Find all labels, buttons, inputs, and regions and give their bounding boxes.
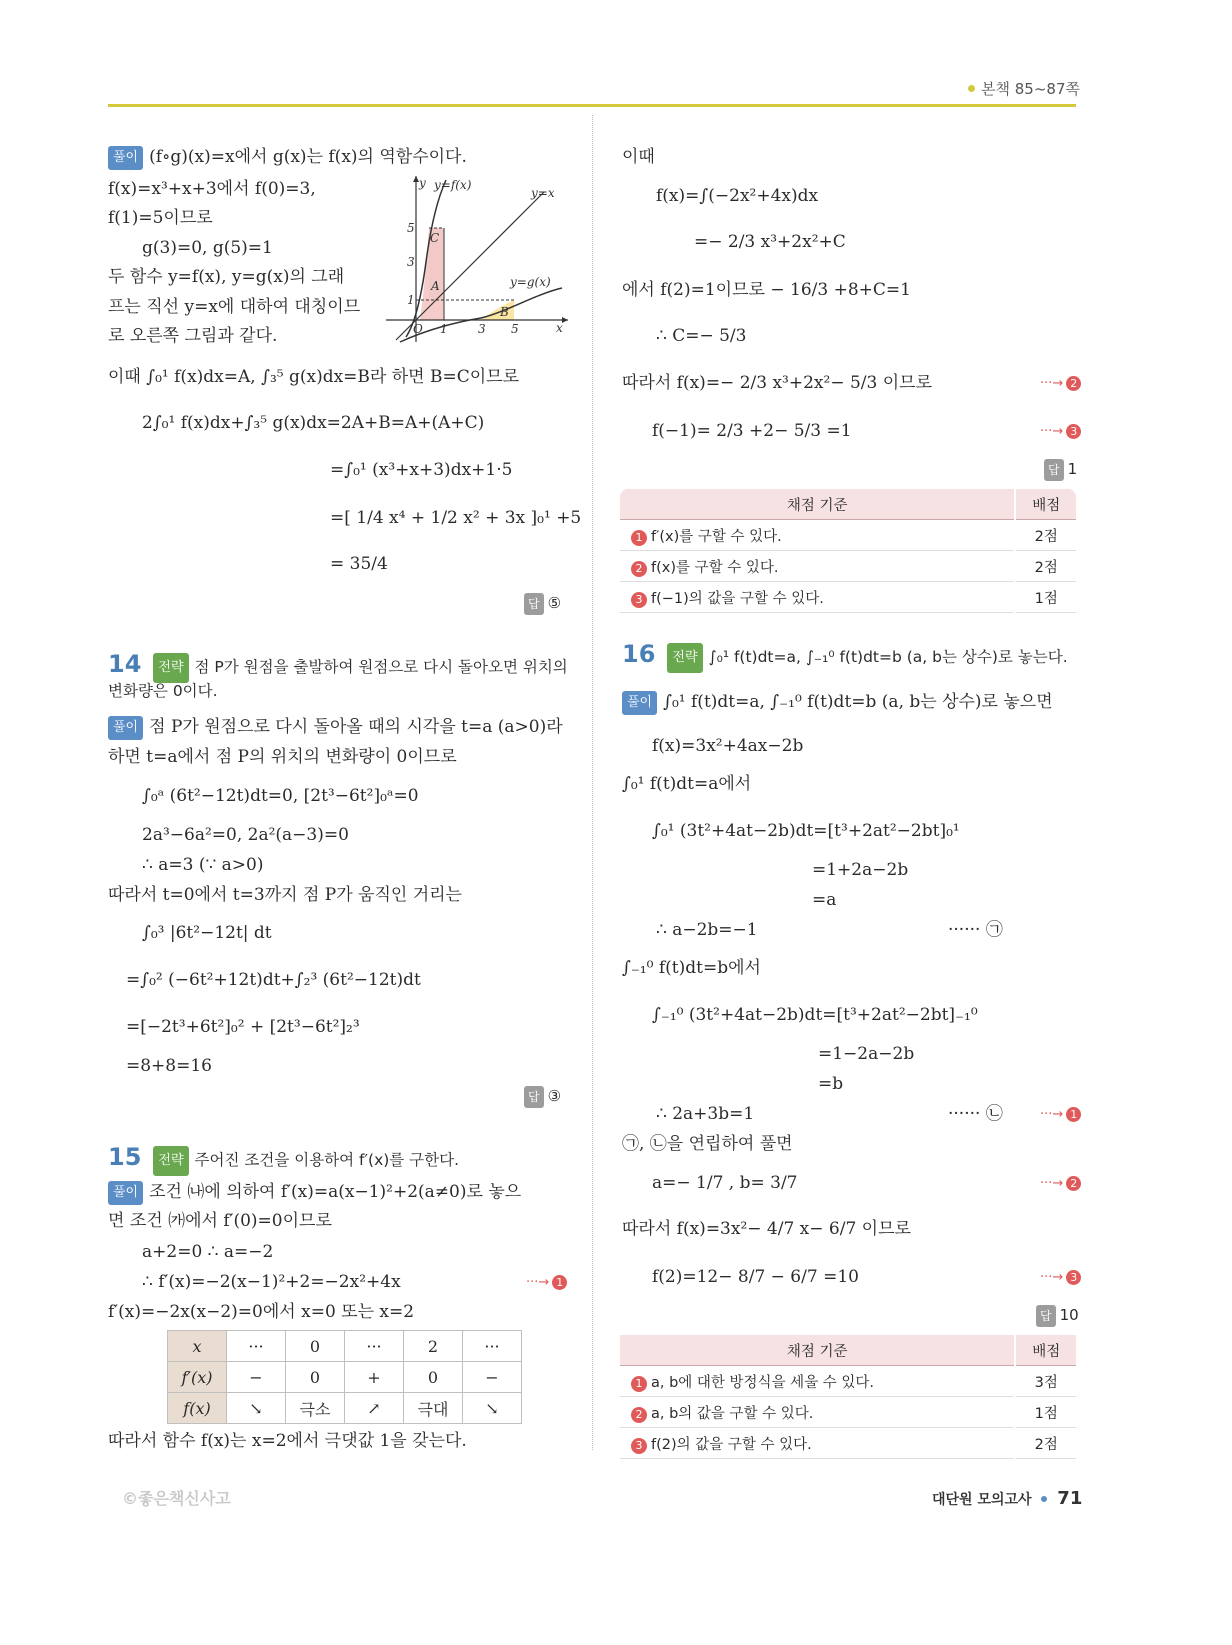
- answer: 답 10: [1036, 1304, 1079, 1327]
- table-row: x ··· 0 ··· 2 ···: [168, 1331, 522, 1362]
- answer: 답 ③: [524, 1085, 561, 1108]
- tick-y-5: 5: [407, 221, 415, 235]
- table-row: 2 a, b의 값을 구할 수 있다. 1점: [620, 1397, 1076, 1428]
- bullet-dot-icon: [1041, 1496, 1047, 1502]
- score-mark-2: ···→ 2: [1040, 1173, 1081, 1195]
- text-line: ∴ a=3 (∵ a>0): [142, 855, 264, 875]
- tick-x-3: 3: [478, 322, 486, 336]
- text-line: g(3)=0, g(5)=1: [142, 238, 273, 258]
- table-row: 3 f(−1)의 값을 구할 수 있다. 1점: [620, 582, 1076, 613]
- tick-y-3: 3: [407, 255, 415, 269]
- strategy-line: 변화량은 0이다.: [108, 682, 218, 700]
- text-line: 이때: [622, 147, 655, 167]
- text-line: ∫₀¹ f(t)dt=a에서: [622, 774, 752, 794]
- text-line: f′(x)=−2x(x−2)=0에서 x=0 또는 x=2: [108, 1302, 415, 1322]
- score-mark-1: ···→ 1: [526, 1272, 567, 1294]
- text-line: 따라서 함수 f(x)는 x=2에서 극댓값 1을 갖는다.: [108, 1431, 467, 1451]
- axis-label-x: x: [556, 321, 563, 335]
- region-label-c: C: [430, 231, 440, 245]
- problem-15-header: 15 전략 주어진 조건을 이용하여 f′(x)를 구한다.: [108, 1143, 459, 1176]
- table-row: f(x) ↘ 극소 ↗ 극대 ↘: [168, 1393, 522, 1424]
- label-fx: y=f(x): [434, 178, 472, 192]
- text-line: 따라서 f(x)=− 2/3 x³+2x²− 5/3 이므로: [622, 373, 933, 393]
- header-ref: 본책 85~87쪽: [968, 78, 1080, 99]
- text-line: 이때 ∫₀¹ f(x)dx=A, ∫₃⁵ g(x)dx=B라 하면 B=C이므로: [108, 367, 519, 387]
- label-yx: y=x: [531, 186, 555, 200]
- bullet-dot-icon: [968, 85, 975, 92]
- text-line: a+2=0 ∴ a=−2: [142, 1242, 274, 1262]
- text-line: 풀이 ∫₀¹ f(t)dt=a, ∫₋₁⁰ f(t)dt=b (a, b는 상수)로 놓으면: [622, 691, 1053, 715]
- text-line: =a: [812, 890, 837, 910]
- text-line: f(x)=x³+x+3에서 f(0)=3,: [108, 179, 316, 199]
- text-line: ∫₀ᵃ (6t²−12t)dt=0, [2t³−6t²]₀ᵃ=0: [142, 786, 419, 806]
- text-line: 따라서 t=0에서 t=3까지 점 P가 움직인 거리는: [108, 885, 462, 905]
- tick-y-1: 1: [407, 293, 415, 307]
- text-line: =1−2a−2b: [818, 1044, 915, 1064]
- inverse-function-graph: [386, 172, 576, 344]
- text-line: 풀이 조건 ㈏에 의하여 f′(x)=a(x−1)²+2(a≠0)로 놓으: [108, 1181, 521, 1205]
- text-line: 로 오른쪽 그림과 같다.: [108, 326, 278, 346]
- text-line: ∴ 2a+3b=1: [656, 1104, 755, 1124]
- table-row: 2 f(x)를 구할 수 있다. 2점: [620, 551, 1076, 582]
- text-line: 프는 직선 y=x에 대하여 대칭이므: [108, 297, 361, 317]
- text-line: ∫₀³ |6t²−12t| dt: [142, 923, 272, 943]
- text-line: ∴ a−2b=−1: [656, 920, 758, 940]
- text-line: f(x)=∫(−2x²+4x)dx: [656, 186, 819, 206]
- text-line: f(−1)= 2/3 +2− 5/3 =1: [652, 421, 852, 441]
- table-row: 1 a, b에 대한 방정식을 세울 수 있다. 3점: [620, 1366, 1076, 1397]
- text-line: ∴ f′(x)=−2(x−1)²+2=−2x²+4x: [142, 1272, 401, 1292]
- text-line: 풀이 점 P가 원점으로 다시 돌아올 때의 시각을 t=a (a>0)라: [108, 716, 563, 740]
- score-mark-1: ···→ 1: [1040, 1104, 1081, 1126]
- table-row: 1 f′(x)를 구할 수 있다. 2점: [620, 520, 1076, 551]
- text-line: =[ 1/4 x⁴ + 1/2 x² + 3x ]₀¹ +5: [330, 508, 582, 528]
- table-row: f′(x) − 0 + 0 −: [168, 1362, 522, 1393]
- equation-tag: ······ ㉡: [948, 1104, 1003, 1124]
- text-line: =b: [818, 1074, 844, 1094]
- text-line: =1+2a−2b: [812, 860, 909, 880]
- tick-x-5: 5: [511, 322, 519, 336]
- grading-table-16: 채점 기준 배점 1 a, b에 대한 방정식을 세울 수 있다. 3점 2 a, b의 값을 구할 수 있다. 1점 3 f(2)의 값을 구할 수 있다. 2점: [620, 1335, 1076, 1459]
- text-line: ㉠, ㉡을 연립하여 풀면: [622, 1134, 793, 1154]
- variation-table: [167, 1330, 522, 1424]
- text-line: 2∫₀¹ f(x)dx+∫₃⁵ g(x)dx=2A+B=A+(A+C): [142, 413, 485, 433]
- text-line: 면 조건 ㈎에서 f′(0)=0이므로: [108, 1211, 332, 1231]
- score-mark-3: ···→ 3: [1040, 421, 1081, 443]
- text-line: =∫₀¹ (x³+x+3)dx+1·5: [330, 460, 513, 480]
- text-line: =8+8=16: [126, 1056, 212, 1076]
- table-row: 3 f(2)의 값을 구할 수 있다. 2점: [620, 1428, 1076, 1459]
- solution-tag: 풀이: [108, 146, 143, 170]
- footer-publisher: ©좋은책신사고: [122, 1489, 231, 1508]
- text-line: 2a³−6a²=0, 2a²(a−3)=0: [142, 825, 349, 845]
- equation-tag: ······ ㉠: [948, 920, 1003, 940]
- footer-section: 대단원 모의고사 71: [932, 1488, 1083, 1509]
- answer: 답 1: [1044, 458, 1077, 481]
- text-line: f(2)=12− 8/7 − 6/7 =10: [652, 1267, 859, 1287]
- column-divider: [592, 115, 593, 1450]
- text-line: =− 2/3 x³+2x²+C: [694, 232, 846, 252]
- text-line: a=− 1/7 , b= 3/7: [652, 1173, 798, 1193]
- header-rule: [108, 104, 1076, 107]
- text-line: 따라서 f(x)=3x²− 4/7 x− 6/7 이므로: [622, 1219, 911, 1239]
- text-line: ∫₋₁⁰ f(t)dt=b에서: [622, 958, 761, 978]
- grading-table-15: 채점 기준 배점 1 f′(x)를 구할 수 있다. 2점 2 f(x)를 구할 수 있다. 2점 3 f(−1)의 값을 구할 수 있다. 1점: [620, 489, 1076, 613]
- answer: 답 ⑤: [524, 592, 561, 615]
- problem-16-header: 16 전략 ∫₀¹ f(t)dt=a, ∫₋₁⁰ f(t)dt=b (a, b는 상수)로 놓는다.: [622, 640, 1068, 673]
- problem-14-header: 14 전략 점 P가 원점을 출발하여 원점으로 다시 돌아오면 위치의: [108, 650, 568, 683]
- text-line: f(1)=5이므로: [108, 208, 213, 228]
- text-line: ∴ C=− 5/3: [656, 326, 747, 346]
- text-line: 하면 t=a에서 점 P의 위치의 변화량이 0이므로: [108, 747, 457, 767]
- axis-label-y: y: [419, 176, 426, 190]
- text-line: ∫₀¹ (3t²+4at−2b)dt=[t³+2at²−2bt]₀¹: [652, 821, 960, 841]
- text-line: 풀이 (f∘g)(x)=x에서 g(x)는 f(x)의 역함수이다.: [108, 146, 467, 170]
- score-mark-2: ···→ 2: [1040, 373, 1081, 395]
- text-line: ∫₋₁⁰ (3t²+4at−2b)dt=[t³+2at²−2bt]₋₁⁰: [652, 1005, 978, 1025]
- score-mark-3: ···→ 3: [1040, 1267, 1081, 1289]
- text-line: 두 함수 y=f(x), y=g(x)의 그래: [108, 267, 345, 287]
- region-label-a: A: [431, 279, 440, 293]
- text-line: =[−2t³+6t²]₀² + [2t³−6t²]₂³: [126, 1017, 360, 1037]
- region-label-b: B: [500, 305, 509, 319]
- page-number: 71: [1057, 1488, 1083, 1509]
- text-line: = 35/4: [330, 554, 388, 574]
- label-gx: y=g(x): [510, 275, 551, 289]
- tick-x-1: 1: [440, 322, 448, 336]
- text-line: 에서 f(2)=1이므로 − 16/3 +8+C=1: [622, 280, 911, 300]
- text-line: =∫₀² (−6t²+12t)dt+∫₂³ (6t²−12t)dt: [126, 970, 421, 990]
- text-line: f(x)=3x²+4ax−2b: [652, 736, 804, 756]
- origin-label: O: [413, 322, 423, 336]
